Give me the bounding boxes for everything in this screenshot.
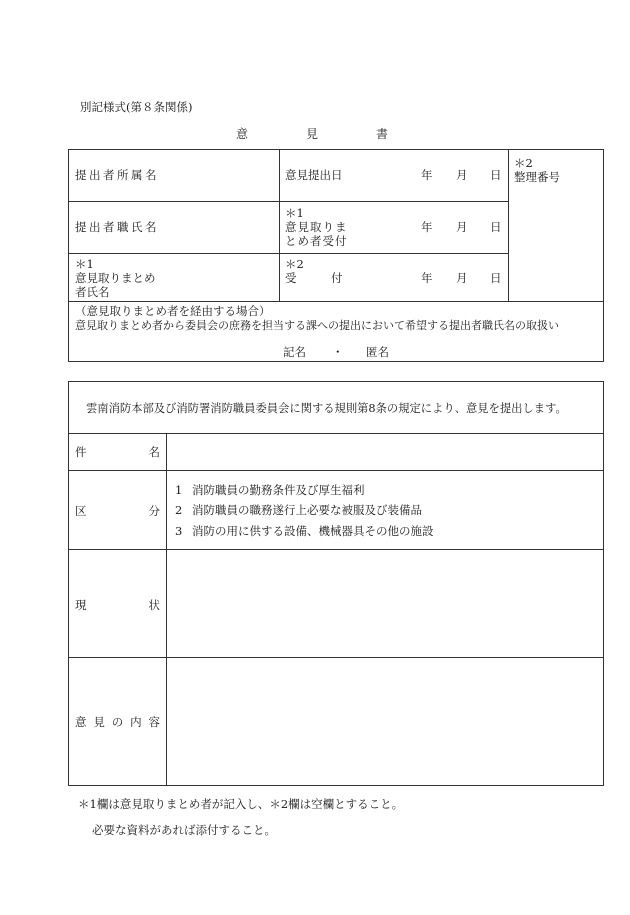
submit-day: 日 xyxy=(490,168,502,182)
receipt-day: 日 xyxy=(490,220,502,234)
handling-note: 意見取りまとめ者から委員会の庶務を担当する課への提出において希望する提出者職氏名の取扱い xyxy=(75,319,559,332)
category-item-2-text: 消防職員の職務遂行上必要な被服及び装備品 xyxy=(192,503,422,517)
submit-month: 月 xyxy=(456,168,468,182)
category-item-3-num: 3 xyxy=(175,524,183,538)
receipt-month: 月 xyxy=(456,220,468,234)
collector-receipt-label-1: 意見取りま xyxy=(285,220,348,234)
content-label-char-5: 容 xyxy=(148,715,160,729)
category-item-3-text: 消防の用に供する設備、機械器具その他の施設 xyxy=(192,524,434,538)
title-char-1: 意 xyxy=(236,127,249,141)
option-separator: ・ xyxy=(332,345,344,359)
submitter-name-label: 提出者職氏名 xyxy=(75,220,159,234)
anonymous-option: 匿名 xyxy=(366,345,389,359)
category-label-char-1: 区 xyxy=(75,504,87,518)
title-char-2: 見 xyxy=(305,127,318,141)
current-label-char-2: 状 xyxy=(148,598,160,612)
submit-year: 年 xyxy=(421,168,433,182)
subject-label-char-2: 名 xyxy=(148,445,160,459)
final-year: 年 xyxy=(421,271,433,285)
current-status-label xyxy=(75,597,160,613)
current-label-char-1: 現 xyxy=(75,598,87,612)
reg-number-label: 整理番号 xyxy=(514,170,560,184)
final-month: 月 xyxy=(456,271,468,285)
statement-text: 雲南消防本部及び消防署消防職員委員会に関する規則第8条の規定により、意見を提出します。 xyxy=(86,402,567,415)
receipt-year: 年 xyxy=(421,220,433,234)
collector-name-label-2: 者氏名 xyxy=(75,285,110,299)
category-item-2-num: 2 xyxy=(175,503,183,517)
named-option: 記名 xyxy=(283,345,306,359)
category-label-char-2: 分 xyxy=(148,504,160,518)
receipt-mark: ＊2 xyxy=(285,257,304,271)
content-label-char-4: 内 xyxy=(130,715,142,729)
affiliation-label: 提出者所属名 xyxy=(75,168,159,182)
collector-receipt-mark: ＊1 xyxy=(285,206,304,220)
content-label-char-1: 意 xyxy=(75,715,87,729)
form-reference: 別記様式(第８条関係) xyxy=(80,100,193,114)
category-label xyxy=(75,503,160,519)
content-label-char-2: 見 xyxy=(93,715,105,729)
submit-date-label: 意見提出日 xyxy=(285,168,343,182)
collector-name-mark: ＊1 xyxy=(75,257,94,271)
via-note: （意見取りまとめ者を経由する場合） xyxy=(75,304,271,318)
title-char-3: 書 xyxy=(375,127,388,141)
footer-note-2: 必要な資料があれば添付すること。 xyxy=(92,823,276,837)
category-item-1-text: 消防職員の勤務条件及び厚生福利 xyxy=(192,483,365,497)
footer-note-1: ＊1欄は意見取りまとめ者が記入し、＊2欄は空欄とすること。 xyxy=(78,797,404,811)
content-label-char-3: の xyxy=(111,715,124,729)
subject-label xyxy=(75,444,160,460)
category-item-1-num: 1 xyxy=(175,483,183,497)
final-day: 日 xyxy=(490,271,502,285)
opinion-content-label xyxy=(75,714,160,730)
document-title xyxy=(236,125,388,142)
subject-label-char-1: 件 xyxy=(75,445,87,459)
receipt-label: 受 付 xyxy=(285,271,343,285)
reg-number-mark: ＊2 xyxy=(514,156,533,170)
collector-receipt-label-2: とめ者受付 xyxy=(285,234,348,248)
collector-name-label-1: 意見取りまとめ xyxy=(75,271,156,285)
